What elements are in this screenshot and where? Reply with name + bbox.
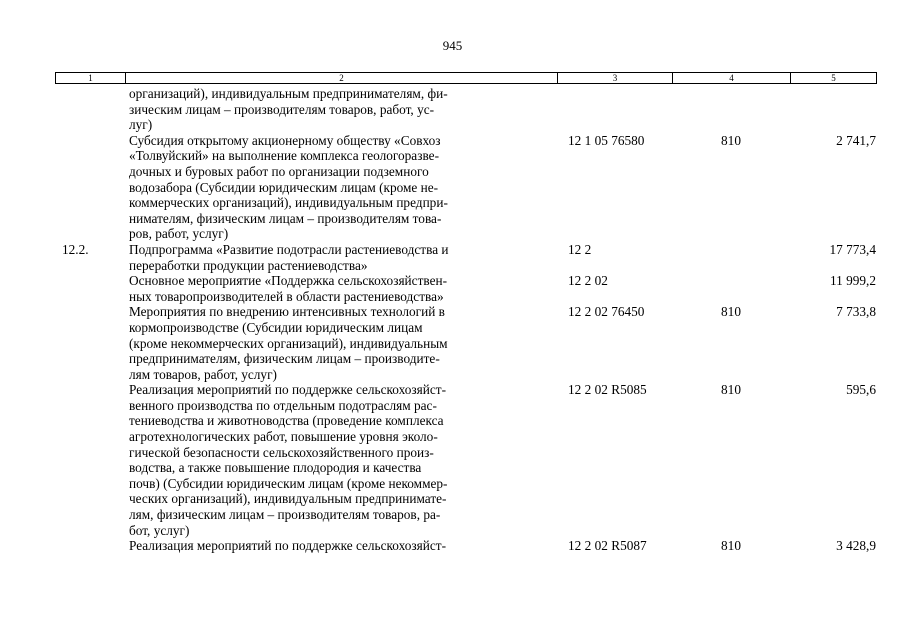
- header-col-4: 4: [673, 73, 791, 83]
- row-amount: 2 741,7: [836, 132, 876, 148]
- row-number: [55, 86, 125, 133]
- row-code: 12 2 02: [568, 273, 608, 289]
- row-description: Основное мероприятие «Поддержка сельскохозяйствен- ных товаропроизводителей в области растениеводства»: [129, 273, 448, 304]
- row-code: 12 2: [568, 241, 592, 257]
- header-col-3: 3: [558, 73, 673, 83]
- row-expense-type: 810: [721, 538, 741, 554]
- table-row: [55, 86, 877, 133]
- row-amount: [790, 86, 877, 133]
- header-col-5: 5: [831, 73, 836, 83]
- row-description: Мероприятия по внедрению интенсивных технологий в кормопроизводстве (Субсидии юридическим лицам (кроме некоммерческих организаций), индивидуальным предпринимателям, физическим лицам – производите- лям товаров, работ, услуг): [129, 304, 448, 382]
- row-number: [55, 304, 125, 382]
- row-code: [557, 86, 672, 133]
- row-description: Субсидия открытому акционерному обществу «Совхоз «Толвуйский» на выполнение комплекса геологоразве- дочных и буровых работ по организации подземного водозабора (Субсидии юридическим лицам (кроме не- коммерческих организаций), индивидуальным предпри- нимателям, физическим лицам – производителям това- ров, работ, услуг): [129, 132, 448, 242]
- page-number: 945: [442, 38, 463, 53]
- header-col-1: 1: [56, 73, 126, 83]
- row-number: [55, 538, 125, 554]
- row-number: [55, 133, 125, 242]
- row-number: [55, 273, 125, 304]
- table-row: [55, 273, 877, 304]
- table-body: [55, 86, 877, 554]
- row-expense-type: [672, 273, 790, 304]
- row-amount: 595,6: [846, 382, 876, 398]
- row-code: 12 1 05 76580: [568, 132, 645, 148]
- table-header: [55, 72, 877, 84]
- row-expense-type: 810: [721, 382, 741, 398]
- table-row: [55, 304, 877, 382]
- row-amount: 3 428,9: [836, 538, 876, 554]
- row-expense-type: 810: [721, 132, 741, 148]
- row-amount: 11 999,2: [829, 273, 876, 289]
- row-amount: 7 733,8: [836, 304, 876, 320]
- row-description: Реализация мероприятий по поддержке сельскохозяйст-: [129, 538, 447, 554]
- table-row: [55, 382, 877, 538]
- row-number: [55, 382, 125, 538]
- row-code: 12 2 02 76450: [568, 304, 645, 320]
- row-code: 12 2 02 R5087: [568, 538, 647, 554]
- row-description: Реализация мероприятий по поддержке сельскохозяйст- венного производства по отдельным подотраслям рас- тениеводства и животноводства (проведение комплекса агротехнологических работ, повышение уровня эколо- гической безопасности сельскохозяйственного произ- водства, а также повышение плодородия и качества почв) (Субсидии юридическим лицам (кроме некоммер- ческих организаций), индивидуальным предпринимате- лям, физическим лицам – производителям товаров, ра- бот, услуг): [129, 382, 448, 538]
- row-expense-type: [672, 86, 790, 133]
- row-code: 12 2 02 R5085: [568, 382, 647, 398]
- row-amount: 17 773,4: [829, 241, 876, 257]
- row-expense-type: [672, 242, 790, 273]
- row-description: организаций), индивидуальным предпринимателям, фи- зическим лицам – производителям товаров, работ, ус- луг): [129, 86, 448, 133]
- table-row: [55, 538, 877, 554]
- row-description: Подпрограмма «Развитие подотрасли растениеводства и переработки продукции растениеводства»: [129, 241, 449, 273]
- header-col-2: 2: [126, 73, 558, 83]
- row-number: 12.2.: [62, 241, 89, 257]
- table-row: [55, 133, 877, 242]
- row-expense-type: 810: [721, 304, 741, 320]
- table-row: [55, 242, 877, 273]
